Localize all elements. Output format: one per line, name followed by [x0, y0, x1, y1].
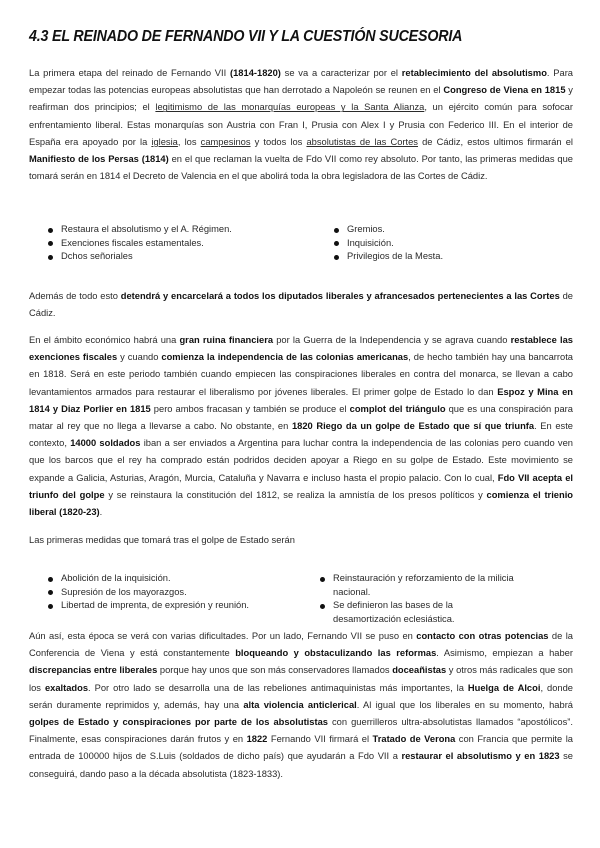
p5-run: exaltados — [44, 682, 89, 693]
p5-run: contacto con otras potencias — [416, 631, 549, 641]
trienio-measures-right — [316, 572, 516, 626]
p1-run: absolutistas de las Cortes — [306, 136, 418, 147]
measures-list-right — [330, 223, 560, 264]
p2-run: detendrá y encarcelará a todos los diputados liberales y afrancesados pertenecientes a las Cortes — [120, 291, 560, 301]
p3-run: . En este contexto, — [29, 421, 573, 449]
p5-run: golpes de Estado y conspiraciones por parte de los absolutistas — [29, 717, 328, 728]
list-item: Reinstauración y reforzamiento de la milicia nacional. — [316, 572, 516, 599]
p5-run: doceañistas — [392, 665, 447, 676]
p1-run: campesinos — [200, 136, 251, 147]
list-item: Libertad de imprenta, de expresión y reunión. — [44, 599, 294, 613]
section-title: 4.3 EL REINADO DE FERNANDO VII Y LA CUESTIÓN SUCESORIA — [29, 28, 463, 45]
p1-run: iglesia — [151, 136, 178, 147]
p1-run: y reafirman dos principios; el — [29, 85, 573, 113]
p3-run: complot del triángulo — [349, 403, 446, 414]
p3-run: que es una conspiración para matar al rey que no llega a llevarse a cabo. No obstante, en — [29, 403, 573, 432]
p5-run: se conseguirá, dando paso a la década absolutista (1823-1833). — [29, 751, 573, 779]
paragraph-economy — [29, 332, 573, 521]
p5-run: . Asimismo, empiezan a haber — [436, 648, 573, 659]
p3-run: . — [99, 507, 103, 518]
p3-run: Espoz y Mina en 1814 y Diaz Porlier en 1815 — [29, 386, 573, 414]
list-item: Supresión de los mayorazgos. — [44, 586, 294, 600]
p5-run: . Al igual que los liberales en su momento, habrá — [356, 699, 574, 710]
list-item: Abolición de la inquisición. — [44, 572, 294, 586]
p3-run: iban a ser enviados a Argentina para luchar contra la independencia de las colonias pero cuando ven que los barcos que el rey ha comprado están podridos deciden apoyar a Riego en su golpe de Estado. Este movimiento se expande a Galicia, Asturias, Aragón, Murcia, Cataluña y Navarra e incluso hasta el propio palacio. Con lo cual, — [29, 438, 573, 483]
list-item: Se definieron las bases de la desamortización eclesiástica. — [316, 599, 516, 626]
p1-run: , los — [177, 136, 201, 147]
p5-run: con Francia que permite la entrada de 100000 hijos de S.Luis (soldados de dicho país) que ayudarán a Fdo VII a — [29, 734, 573, 762]
p3-run: 1820 Riego da un golpe de Estado que sí que triunfa — [291, 421, 535, 432]
p3-run: , de hecho también hay una bancarrota en 1818. Será en este periodo también cuando empiecen las conspiraciones liberales en contra del monarca, se llevan a cabo levantamientos armados para restaurar el liberalismo por jóvenes liberales. El primer golpe de Estado lo dan — [29, 352, 574, 397]
p5-run: . Por otro lado se desarrolla una de las rebeliones antimaquinistas más importantes, la — [88, 682, 468, 693]
p3-run: y cuando — [117, 352, 162, 363]
paragraph-measures-intro: Las primeras medidas que tomará tras el golpe de Estado serán — [29, 535, 295, 545]
paragraph-intro — [29, 65, 573, 185]
p1-run: legitimismo de las monarquías europeas y la Santa Alianza — [155, 102, 425, 113]
p5-run: discrepancias entre liberales — [29, 665, 158, 676]
p3-run: Fdo VII acepta el triunfo del golpe — [29, 472, 573, 500]
p3-run: gran ruina financiera — [179, 335, 274, 345]
p1-run: y todos los — [250, 136, 307, 147]
list-item: Inquisición. — [330, 237, 560, 251]
p5-run: y otros más radicales que son los — [29, 665, 573, 693]
p5-run: , donde serán duramente reprimidos y, además, hay una — [29, 682, 573, 710]
p3-run: 14000 soldados — [70, 438, 141, 449]
list-item: Restaura el absolutismo y el A. Régimen. — [44, 223, 304, 237]
p3-run: restablece las exenciones fiscales — [29, 335, 573, 363]
list-item: Gremios. — [330, 223, 560, 237]
p5-run: porque hay unos que son más conservadores llamados — [157, 665, 393, 676]
p5-run: alta violencia anticlerical — [243, 699, 357, 710]
p3-run: En el ámbito económico habrá una — [29, 335, 180, 345]
p5-run: Tratado de Verona — [372, 734, 456, 745]
p1-run: Congreso de Viena en 1815 — [443, 85, 566, 96]
p5-run: con guerrilleros ultra-absolutistas llamados “apostólicos”. Finalmente, esas conspiraciones darán frutos y en — [29, 717, 573, 745]
p3-run: por la Guerra de la Independencia y se agrava cuando — [273, 335, 511, 345]
p1-run: Manifiesto de los Persas (1814) — [29, 154, 169, 165]
p5-run: de la Conferencia de Viena y está constantemente — [29, 631, 573, 659]
p5-run: bloqueando y obstaculizando las reformas — [235, 648, 437, 659]
p1-run: . Para empezar todas las potencias europeas absolutistas que han derrotado a Napoleón se reunen en el — [29, 68, 574, 96]
p5-run: restaurar el absolutismo y en 1823 — [401, 751, 560, 762]
p3-run: comienza la independencia de las colonias americanas — [161, 352, 409, 363]
p5-run: Fernando VII firmará el — [267, 734, 373, 745]
paragraph-repression — [29, 288, 573, 322]
p3-run: comienza el trienio liberal (1820-23) — [29, 489, 573, 518]
p1-run: de Cádiz, estos ultimos firmarán el — [417, 136, 573, 147]
p3-run: y se reinstaura la constitución del 1812, se realiza la amnistía de los presos políticos y — [104, 489, 487, 500]
paragraph-difficulties — [29, 628, 573, 783]
p1-run: , un ejército común para sofocar enfrentamiento liberal. Estas monarquías son Austria con Fran I, Prusia con Alex I y Prusia con Federico III. En el interior de España era apoyado por la — [29, 102, 573, 147]
p1-run: retablecimiento del absolutismo — [401, 68, 547, 78]
p1-run: se va a caracterizar por el — [280, 68, 402, 78]
list-item: Dchos señoriales — [44, 250, 304, 264]
p1-run: en el que reclaman la vuelta de Fdo VII como rey absoluto. Por tanto, las primeras medidas que tomará serán en 1814 el Decreto de Valencia en el que abolirá toda la obra legisladora de las Cortes de Cádiz. — [29, 154, 574, 182]
p5-run: Aún así, esta época se verá con varias dificultades. Por un lado, Fernando VII se puso en — [29, 631, 417, 641]
p2-run: Además de todo esto — [29, 291, 121, 301]
p3-run: pero ambos fracasan y también se produce el — [150, 403, 350, 414]
p2-run: de Cádiz. — [29, 291, 574, 319]
p1-run: (1814-1820) — [230, 68, 281, 78]
p5-run: 1822 — [246, 734, 268, 745]
list-item: Exenciones fiscales estamentales. — [44, 237, 304, 251]
p1-run: La primera etapa del reinado de Fernando VII — [29, 68, 230, 78]
p5-run: Huelga de Alcoi — [467, 682, 541, 693]
measures-list-left — [44, 223, 304, 264]
trienio-measures-left — [44, 572, 294, 613]
list-item: Privilegios de la Mesta. — [330, 250, 560, 264]
